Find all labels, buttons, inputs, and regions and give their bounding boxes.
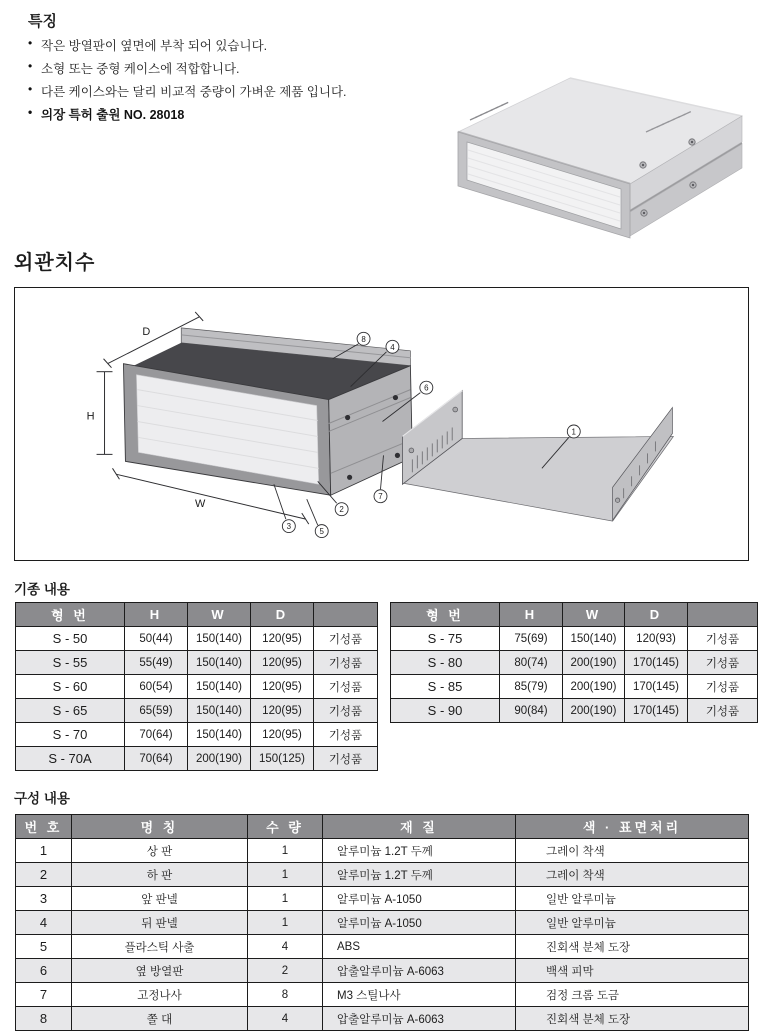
table-cell: 150(140) bbox=[188, 675, 251, 699]
model-table-right bbox=[390, 602, 758, 723]
table-row bbox=[16, 911, 749, 935]
table-cell: 뒤 판넬 bbox=[72, 911, 248, 935]
table-cell: 120(95) bbox=[251, 651, 314, 675]
table-cell: 4 bbox=[16, 911, 72, 935]
table-row bbox=[16, 747, 378, 771]
feature-bullet bbox=[28, 59, 448, 82]
table-cell: 70(64) bbox=[125, 747, 188, 771]
table-cell: 150(125) bbox=[251, 747, 314, 771]
feature-text: 의장 특허 출원 NO. 28018 bbox=[41, 108, 185, 122]
table-cell: 백색 피막 bbox=[516, 959, 749, 983]
column-header: 명 칭 bbox=[72, 815, 248, 839]
table-cell: 알루미늄 1.2T 두께 bbox=[323, 863, 516, 887]
table-cell: 1 bbox=[248, 863, 323, 887]
callout-4: 4 bbox=[390, 342, 395, 352]
table-cell: 6 bbox=[16, 959, 72, 983]
table-row bbox=[16, 839, 749, 863]
table-cell: 옆 방열판 bbox=[72, 959, 248, 983]
table-cell: 압출알루미늄 A-6063 bbox=[323, 1007, 516, 1031]
bullet-icon: • bbox=[28, 59, 33, 73]
table-cell: 앞 판넬 bbox=[72, 887, 248, 911]
table-cell: 1 bbox=[248, 911, 323, 935]
table-cell: 진회색 분체 도장 bbox=[516, 935, 749, 959]
table-row bbox=[391, 627, 758, 651]
table-cell: S - 60 bbox=[16, 675, 125, 699]
table-cell: S - 70A bbox=[16, 747, 125, 771]
feature-bullet bbox=[28, 105, 448, 128]
column-header: H bbox=[125, 603, 188, 627]
callout-3: 3 bbox=[286, 522, 292, 532]
table-cell: 고정나사 bbox=[72, 983, 248, 1007]
table-cell: 80(74) bbox=[500, 651, 563, 675]
column-header: 재 질 bbox=[323, 815, 516, 839]
table-cell: 기성품 bbox=[314, 675, 378, 699]
table-cell: S - 50 bbox=[16, 627, 125, 651]
table-row bbox=[16, 651, 378, 675]
dim-label-h: H bbox=[86, 410, 95, 423]
table-row bbox=[16, 935, 749, 959]
model-table-left bbox=[15, 602, 378, 771]
column-header: W bbox=[188, 603, 251, 627]
table-cell: 8 bbox=[16, 1007, 72, 1031]
table-cell: 기성품 bbox=[688, 651, 758, 675]
table-cell: 기성품 bbox=[314, 747, 378, 771]
table-cell: 2 bbox=[248, 959, 323, 983]
table-cell: 알루미늄 A-1050 bbox=[323, 911, 516, 935]
dimension-drawing bbox=[15, 288, 745, 557]
table-cell: S - 55 bbox=[16, 651, 125, 675]
table-row bbox=[16, 723, 378, 747]
table-cell: S - 80 bbox=[391, 651, 500, 675]
column-header: 형 번 bbox=[391, 603, 500, 627]
table-cell: 알루미늄 1.2T 두께 bbox=[323, 839, 516, 863]
bullet-icon: • bbox=[28, 82, 33, 96]
callout-5: 5 bbox=[319, 527, 324, 537]
table-cell: 50(44) bbox=[125, 627, 188, 651]
features-title: 특징 bbox=[28, 13, 57, 30]
column-header: 번 호 bbox=[16, 815, 72, 839]
table-cell: 플라스틱 사출 bbox=[72, 935, 248, 959]
dim-label-w: W bbox=[195, 498, 206, 511]
table-cell: 120(93) bbox=[625, 627, 688, 651]
table-cell: 8 bbox=[248, 983, 323, 1007]
table-cell: 기성품 bbox=[688, 627, 758, 651]
column-header: 색 · 표면처리 bbox=[516, 815, 749, 839]
table-cell: 일반 알루미늄 bbox=[516, 887, 749, 911]
callout-1: 1 bbox=[571, 427, 576, 437]
table-cell: 기성품 bbox=[688, 675, 758, 699]
table-cell: 1 bbox=[16, 839, 72, 863]
column-header: 수 량 bbox=[248, 815, 323, 839]
table-cell: 200(190) bbox=[563, 675, 625, 699]
feature-text: 다른 케이스와는 달리 비교적 중량이 가벼운 제품 입니다. bbox=[41, 85, 347, 99]
table-row bbox=[391, 651, 758, 675]
callout-7: 7 bbox=[378, 492, 383, 502]
table-cell: 65(59) bbox=[125, 699, 188, 723]
table-cell: 알루미늄 A-1050 bbox=[323, 887, 516, 911]
table-row bbox=[16, 675, 378, 699]
table-row bbox=[16, 983, 749, 1007]
table-cell: 200(190) bbox=[563, 699, 625, 723]
dim-label-d: D bbox=[142, 325, 151, 338]
table-cell: M3 스틸나사 bbox=[323, 983, 516, 1007]
callout-6: 6 bbox=[424, 383, 429, 393]
table-cell: 4 bbox=[248, 935, 323, 959]
table-cell: 5 bbox=[16, 935, 72, 959]
column-header: H bbox=[500, 603, 563, 627]
table-cell: 그레이 착색 bbox=[516, 839, 749, 863]
table-cell: 120(95) bbox=[251, 675, 314, 699]
table-row bbox=[16, 627, 378, 651]
dimensions-title: 외관치수 bbox=[14, 252, 96, 274]
table-cell: 120(95) bbox=[251, 627, 314, 651]
table-cell: 120(95) bbox=[251, 723, 314, 747]
table-cell: 170(145) bbox=[625, 675, 688, 699]
column-header: D bbox=[625, 603, 688, 627]
table-cell: 4 bbox=[248, 1007, 323, 1031]
models-title: 기종 내용 bbox=[14, 582, 70, 597]
table-cell: 55(49) bbox=[125, 651, 188, 675]
table-cell: 70(64) bbox=[125, 723, 188, 747]
table-cell: 3 bbox=[16, 887, 72, 911]
table-cell: S - 70 bbox=[16, 723, 125, 747]
table-cell: 150(140) bbox=[188, 699, 251, 723]
bullet-icon: • bbox=[28, 36, 33, 50]
feature-text: 작은 방열판이 옆면에 부착 되어 있습니다. bbox=[41, 39, 268, 53]
table-cell: 150(140) bbox=[188, 627, 251, 651]
table-cell: 진회색 분체 도장 bbox=[516, 1007, 749, 1031]
bullet-icon: • bbox=[28, 105, 33, 119]
table-cell: S - 65 bbox=[16, 699, 125, 723]
table-cell: 200(190) bbox=[563, 651, 625, 675]
feature-text: 소형 또는 중형 케이스에 적합합니다. bbox=[41, 62, 240, 76]
table-cell: 1 bbox=[248, 839, 323, 863]
table-row bbox=[16, 699, 378, 723]
callout-8: 8 bbox=[361, 334, 366, 344]
product-photo bbox=[450, 70, 764, 250]
table-cell: 기성품 bbox=[688, 699, 758, 723]
table-cell: S - 85 bbox=[391, 675, 500, 699]
table-row bbox=[391, 699, 758, 723]
callout-2: 2 bbox=[339, 505, 344, 515]
table-cell: S - 75 bbox=[391, 627, 500, 651]
column-header bbox=[314, 603, 378, 627]
feature-bullet bbox=[28, 36, 448, 59]
dimension-drawing-box bbox=[14, 287, 749, 561]
table-cell: 그레이 착색 bbox=[516, 863, 749, 887]
column-header: W bbox=[563, 603, 625, 627]
components-title: 구성 내용 bbox=[14, 791, 70, 806]
table-cell: 기성품 bbox=[314, 627, 378, 651]
table-cell: 검정 크롬 도금 bbox=[516, 983, 749, 1007]
features-list bbox=[28, 36, 448, 128]
table-cell: 150(140) bbox=[188, 723, 251, 747]
table-row bbox=[16, 959, 749, 983]
table-cell: 7 bbox=[16, 983, 72, 1007]
table-cell: 200(190) bbox=[188, 747, 251, 771]
table-cell: ABS bbox=[323, 935, 516, 959]
table-cell: 150(140) bbox=[563, 627, 625, 651]
table-cell: 85(79) bbox=[500, 675, 563, 699]
table-cell: 기성품 bbox=[314, 699, 378, 723]
table-cell: 170(145) bbox=[625, 699, 688, 723]
table-cell: 하 판 bbox=[72, 863, 248, 887]
table-cell: 압출알루미늄 A-6063 bbox=[323, 959, 516, 983]
table-cell: 상 판 bbox=[72, 839, 248, 863]
table-row bbox=[16, 1007, 749, 1031]
table-cell: 150(140) bbox=[188, 651, 251, 675]
table-row bbox=[16, 887, 749, 911]
table-cell: 60(54) bbox=[125, 675, 188, 699]
table-cell: 기성품 bbox=[314, 723, 378, 747]
table-cell: 120(95) bbox=[251, 699, 314, 723]
table-cell: S - 90 bbox=[391, 699, 500, 723]
table-cell: 기성품 bbox=[314, 651, 378, 675]
table-cell: 170(145) bbox=[625, 651, 688, 675]
components-table bbox=[15, 814, 749, 1031]
column-header: 형 번 bbox=[16, 603, 125, 627]
feature-bullet bbox=[28, 82, 448, 105]
column-header: D bbox=[251, 603, 314, 627]
table-cell: 75(69) bbox=[500, 627, 563, 651]
table-cell: 90(84) bbox=[500, 699, 563, 723]
table-cell: 1 bbox=[248, 887, 323, 911]
table-cell: 2 bbox=[16, 863, 72, 887]
table-cell: 일반 알루미늄 bbox=[516, 911, 749, 935]
table-cell: 쫄 대 bbox=[72, 1007, 248, 1031]
table-row bbox=[16, 863, 749, 887]
column-header bbox=[688, 603, 758, 627]
table-row bbox=[391, 675, 758, 699]
